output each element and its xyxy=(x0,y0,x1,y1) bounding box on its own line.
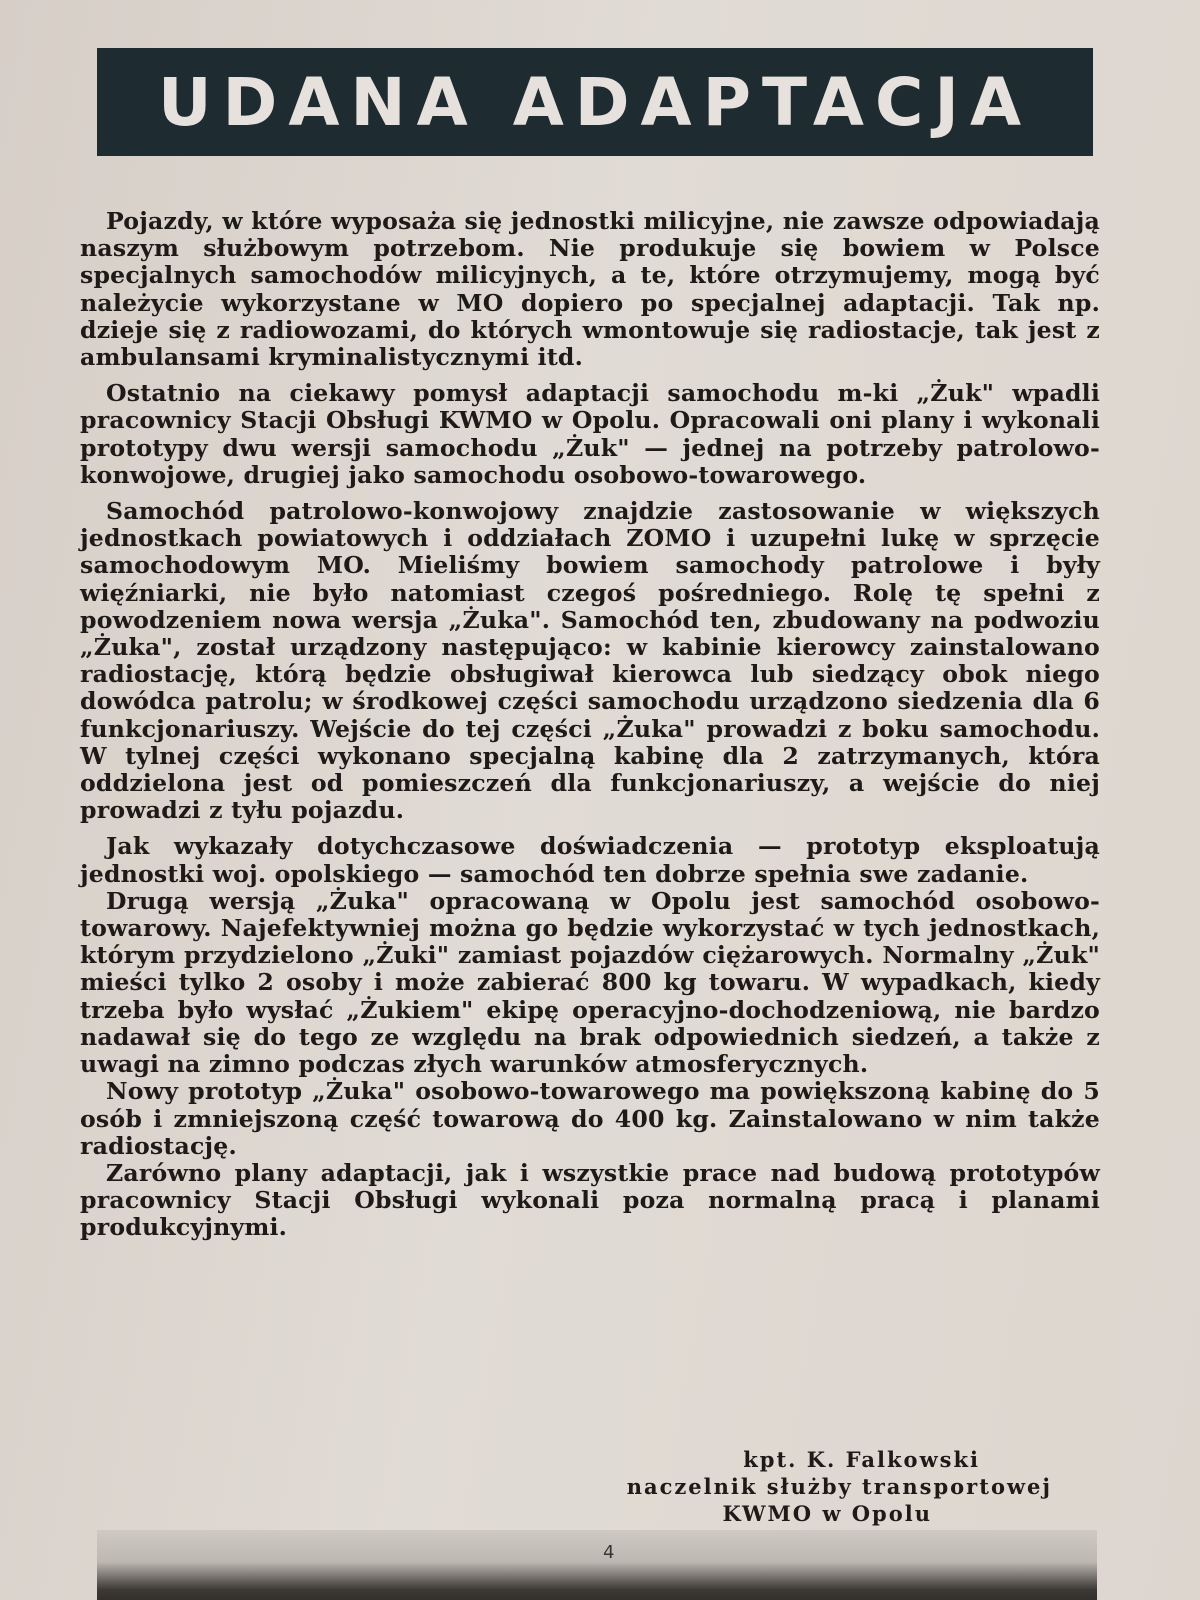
photo-top-edge xyxy=(97,1530,1097,1600)
article-body xyxy=(80,208,1100,1242)
author-role: naczelnik służby transportowej xyxy=(626,1474,1052,1499)
paragraph-patrol-version: Samochód patrolowo-konwojowy znajdzie zastosowanie w większych jednostkach powiatowych i oddziałach ZOMO i uzupełni lukę w sprzęcie samochodowym MO. Mieliśmy bowiem samochody patrolowe i były więźniarki, nie było natomiast czegoś pośredniego. Rolę tę spełni z powodzeniem nowa wersja „Żuka". Samochód ten, zbudowany na podwoziu „Żuka", został urządzony następująco: w kabinie kierowcy zainstalowano radiostację, którą będzie obsługiwał kierowca lub siedzący obok niego dowódca patrolu; w środkowej części samochodu urządzono siedzenia dla 6 funkcjonariuszy. Wejście do tej części „Żuka" prowadzi z boku samochodu. W tylnej części wykonano specjalną kabinę dla 2 zatrzymanych, która oddzielona jest od pomieszczeń dla funkcjonariuszy, a wejście do niej prowadzi z tyłu pojazdu. xyxy=(80,497,1100,825)
author-signature xyxy=(532,1446,1052,1527)
article-title: UDANA ADAPTACJA xyxy=(157,63,1033,141)
title-banner xyxy=(97,48,1093,156)
paragraph-opole-idea: Ostatnio na ciekawy pomysł adaptacji samochodu m-ki „Żuk" wpadli pracownicy Stacji Obsługi KWMO w Opolu. Opracowali oni plany i wykonali prototypy dwu wersji samochodu „Żuk" — jednej na potrzeby patrolowo-konwojowe, drugiej jako samochodu osobowo-towarowego. xyxy=(80,379,1100,489)
paragraph-closing: Zarówno plany adaptacji, jak i wszystkie prace nad budową prototypów pracownicy Stacji Obsługi wykonali poza normalną pracą i planami produkcyjnymi. xyxy=(80,1158,1100,1242)
paragraph-intro: Pojazdy, w które wyposaża się jednostki milicyjne, nie zawsze odpowiadają naszym służbowym potrzebom. Nie produkuje się bowiem w Polsce specjalnych samochodów milicyjnych, a te, które otrzymujemy, mogą być należycie wykorzystane w MO dopiero po specjalnej adaptacji. Tak np. dzieje się z radiowozami, do których wmontowuje się radiostacje, tak jest z ambulansami kryminalistycznymi itd. xyxy=(80,207,1100,372)
author-unit: KWMO w Opolu xyxy=(722,1501,932,1526)
photo-mark: 4 xyxy=(603,1542,615,1563)
paragraph-experience: Jak wykazały dotychczasowe doświadczenia — prototyp eksploatują jednostki woj. opolskiego — samochód ten dobrze spełnia swe zadanie. xyxy=(80,832,1100,888)
paragraph-cargo-version: Drugą wersją „Żuka" opracowaną w Opolu jest samochód osobowo-towarowy. Najefektywniej można go będzie wykorzystać w tych jednostkach, którym przydzielono „Żuki" zamiast pojazdów ciężarowych. Normalny „Żuk" mieści tylko 2 osoby i może zabierać 800 kg towaru. W wypadkach, kiedy trzeba było wysłać „Żukiem" ekipę operacyjno-dochodzeniową, nie bardzo nadawał się do tego ze względu na brak odpowiednich siedzeń, a także z uwagi na zimno podczas złych warunków atmosferycznych. xyxy=(80,886,1100,1079)
paragraph-new-prototype: Nowy prototyp „Żuka" osobowo-towarowego ma powiększoną kabinę do 5 osób i zmniejszoną część towarową do 400 kg. Zainstalowano w nim także radiostację. xyxy=(80,1077,1100,1160)
author-name: kpt. K. Falkowski xyxy=(743,1447,980,1472)
